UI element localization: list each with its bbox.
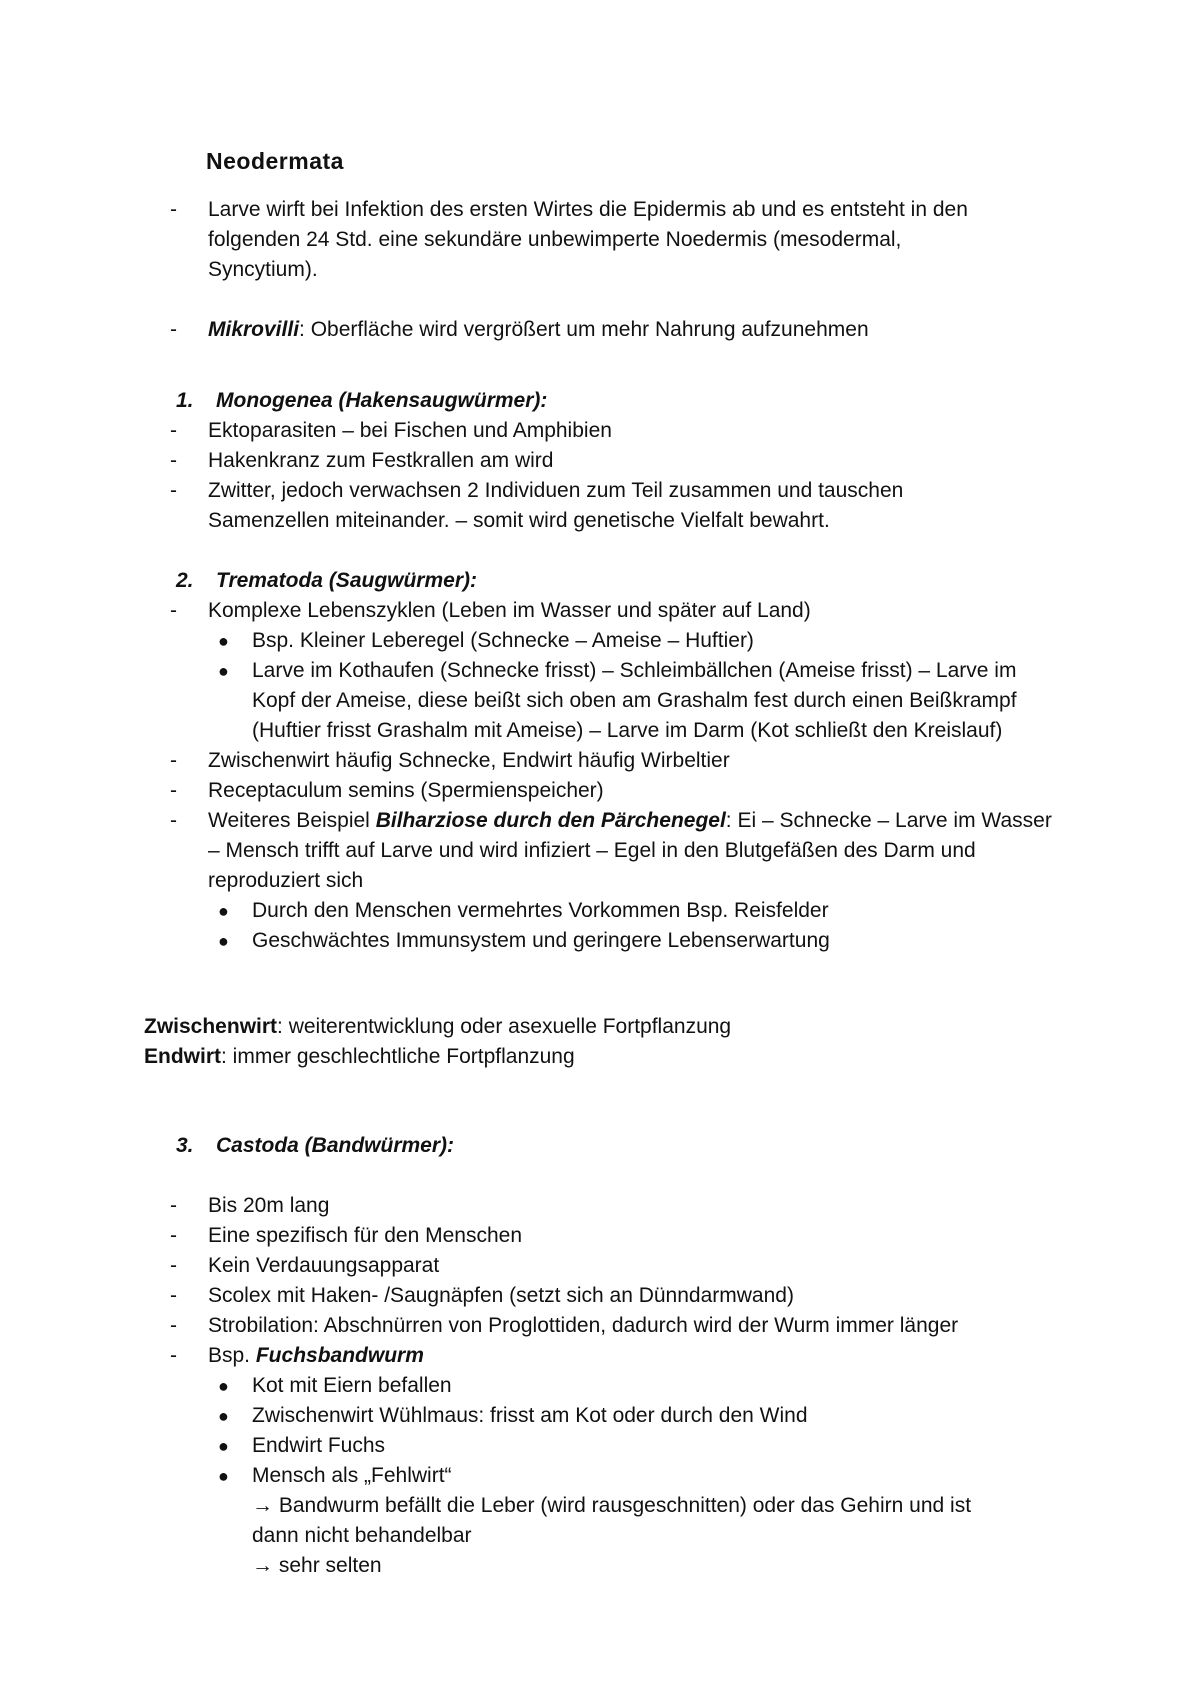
bullet-marker: ●: [218, 631, 229, 651]
section-castoda: [0, 1131, 1200, 1161]
page-title: Neodermata: [206, 148, 344, 174]
definitions: [0, 1012, 1200, 1072]
term-mikrovilli: Mikrovilli: [208, 318, 300, 341]
list-item: - Zwitter, jedoch verwachsen 2 Individuen zum Teil zusammen und tauschen: [170, 479, 904, 502]
castoda-list: - Bis 20m lang - Eine spezifisch für den Menschen - Kein Verdauungsapparat - Scolex mit Haken- /Saugnäpfen (setzt sich an Dünndarmwand) - Strobilation: Abschnürren von Proglottiden, dadurch wird der Wurm immer länger - Bsp. Fuchsbandwurm ● Kot mit Eiern befallen ● Zwischenwirt Wühlmaus: frisst am Kot oder durch den Wind ● Endwirt Fuchs ● Mensch als „Fehlwirt“ → Bandwurm befällt die Leber (wird rausgeschnitten) oder das Gehirn und ist dann nicht behandelbar → sehr selten: [0, 1191, 1200, 1581]
list-item: - Weiteres Beispiel Bilharziose durch den Pärchenegel: Ei – Schnecke – Larve im Wasser: [170, 809, 1052, 832]
list-item: - Bis 20m lang: [170, 1194, 330, 1217]
section-monogenea: 1. Monogenea (Hakensaugwürmer): - Ektoparasiten – bei Fischen und Amphibien - Hakenkranz zum Festkrallen am wird - Zwitter, jedoch verwachsen 2 Individuen zum Teil zusammen und tauschen Samenzellen miteinander. – somit wird genetische Vielfalt bewahrt.: [0, 386, 1200, 536]
list-item: - Bsp. Fuchsbandwurm: [170, 1344, 424, 1367]
sub-list-item: ● Bsp. Kleiner Leberegel (Schnecke – Ameise – Huftier): [0, 626, 1200, 656]
section-heading: 3. Castoda (Bandwürmer):: [176, 1134, 455, 1157]
list-item: - Kein Verdauungsapparat: [170, 1254, 440, 1277]
arrow-right-icon: →: [252, 1494, 273, 1517]
intro-list: - Larve wirft bei Infektion des ersten Wirtes die Epidermis ab und es entsteht in den folgenden 24 Std. eine sekundäre unbewimperte Noedermis (mesodermal, Syncytium). - Mikrovilli: Oberfläche wird vergrößert um mehr Nahrung aufzunehmen: [0, 195, 1200, 345]
term-fuchsbandwurm: Fuchsbandwurm: [255, 1344, 424, 1367]
sub-list-item: ● Mensch als „Fehlwirt“: [218, 1464, 452, 1487]
list-item: - Mikrovilli: Oberfläche wird vergrößert um mehr Nahrung aufzunehmen: [170, 318, 869, 341]
section-heading: 2. Trematoda (Saugwürmer):: [176, 569, 477, 592]
sub-list-item: ● Kot mit Eiern befallen: [218, 1374, 452, 1397]
sub-list-item: ● Geschwächtes Immunsystem und geringere Lebenserwartung: [218, 929, 830, 952]
list-item: - Eine spezifisch für den Menschen: [170, 1224, 523, 1247]
list-item: - Ektoparasiten – bei Fischen und Amphibien: [170, 419, 612, 442]
section-heading: 1. Monogenea (Hakensaugwürmer):: [176, 389, 548, 412]
list-item: - Strobilation: Abschnürren von Proglottiden, dadurch wird der Wurm immer länger: [170, 1314, 959, 1337]
list-item: - Larve wirft bei Infektion des ersten Wirtes die Epidermis ab und es entsteht in den: [0, 195, 1200, 225]
definition-zwischenwirt: Zwischenwirt: weiterentwicklung oder asexuelle Fortpflanzung: [144, 1015, 732, 1038]
list-item: - Scolex mit Haken- /Saugnäpfen (setzt sich an Dünndarmwand): [170, 1284, 794, 1307]
arrow-note: → Bandwurm befällt die Leber (wird rausgeschnitten) oder das Gehirn und ist: [252, 1494, 972, 1517]
sub-list-item: ● Endwirt Fuchs: [218, 1434, 386, 1457]
list-item: - Hakenkranz zum Festkrallen am wird: [170, 449, 554, 472]
arrow-right-icon: →: [252, 1554, 273, 1577]
sub-list-item: ● Zwischenwirt Wühlmaus: frisst am Kot oder durch den Wind: [218, 1404, 808, 1427]
list-item: - Zwischenwirt häufig Schnecke, Endwirt häufig Wirbeltier: [170, 749, 730, 772]
list-item: - Receptaculum semins (Spermienspeicher): [170, 779, 604, 802]
dash-marker: -: [170, 198, 177, 221]
list-item: - Komplexe Lebenszyklen (Leben im Wasser und später auf Land): [170, 599, 811, 622]
sub-list-item: ● Durch den Menschen vermehrtes Vorkommen Bsp. Reisfelder: [218, 899, 829, 922]
section-trematoda: 2. Trematoda (Saugwürmer): - Komplexe Lebenszyklen (Leben im Wasser und später auf Land) ● Bsp. Kleiner Leberegel (Schnecke – Ameise – Huftier) ● Larve im Kothaufen (Schnecke frisst) – Schleimbällchen (Ameise frisst) – Larve im Kopf der Ameise, diese beißt sich oben am Grashalm fest durch einen Beißkrampf (Huftier frisst Grashalm mit Ameise) – Larve im Darm (Kot schließt den Kreislauf) - Zwischenwirt häufig Schnecke, Endwirt häufig Wirbeltier - Receptaculum semins (Spermienspeicher) - Weiteres Beispiel Bilharziose durch den Pärchenegel: Ei – Schnecke – Larve im Wasser – Mensch trifft auf Larve und wird infiziert – Egel in den Blutgefäßen des Darm und reproduziert sich ● Durch den Menschen vermehrtes Vorkommen Bsp. Reisfelder ● Geschwächtes Immunsystem und geringere Lebenserwartung: [0, 566, 1200, 956]
arrow-note: → sehr selten: [252, 1554, 382, 1577]
term-bilharziose: Bilharziose durch den Pärchenegel: [375, 809, 726, 832]
definition-endwirt: Endwirt: immer geschlechtliche Fortpflanzung: [144, 1045, 575, 1068]
sub-list-item: ● Larve im Kothaufen (Schnecke frisst) – Schleimbällchen (Ameise frisst) – Larve im: [218, 659, 1017, 682]
